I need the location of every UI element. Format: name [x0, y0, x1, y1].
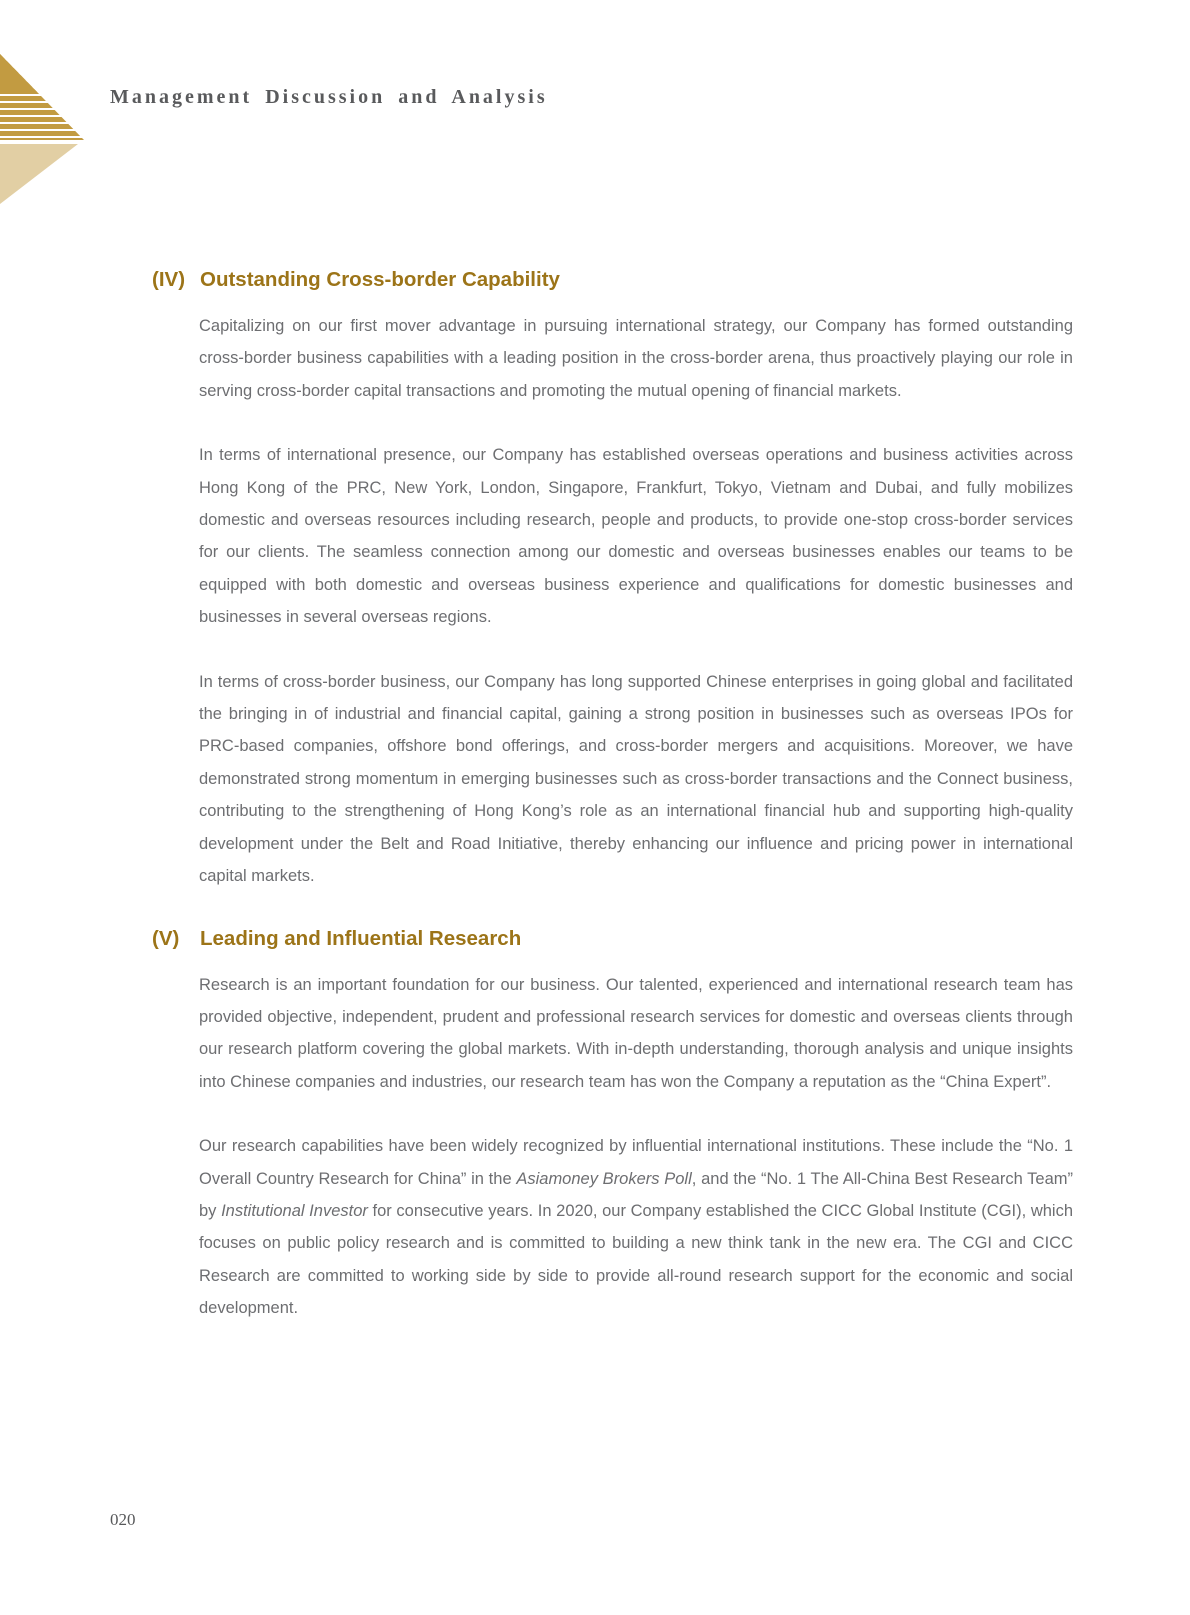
- section-heading: [152, 266, 1074, 294]
- italic-publication-name: Asiamoney Brokers Poll: [516, 1169, 692, 1188]
- paragraph: In terms of cross-border business, our Company has long supported Chinese enterprises in going global and facilitated the bringing in of industrial and financial capital, gaining a strong position in businesses such as overseas IPOs for PRC-based companies, offshore bond offerings, and cross-border mergers and acquisitions. Moreover, we have demonstrated strong momentum in emerging businesses such as cross-border transactions and the Connect business, contributing to the strengthening of Hong Kong’s role as an international financial hub and supporting high-quality development under the Belt and Road Initiative, thereby enhancing our influence and pricing power in international capital markets.: [199, 672, 1073, 886]
- striped-gold-triangle-icon: [0, 54, 84, 140]
- text-run: , and the “No. 1 The All-China Best Research Team” by: [199, 1169, 1074, 1220]
- corner-triangle-decoration-icon: [0, 54, 86, 204]
- section-heading: [152, 925, 1074, 953]
- paragraph: [199, 1130, 1073, 1324]
- section-title: Leading and Influential Research: [200, 926, 522, 950]
- section-title: Outstanding Cross-border Capability: [200, 268, 560, 291]
- paragraph: In terms of international presence, our Company has established overseas operations and business activities across Hong Kong of the PRC, New York, London, Singapore, Frankfurt, Tokyo, Vietnam and Dubai, and fully mobilizes domestic and overseas resources including research, people and products, to provide one-stop cross-border services for our clients. The seamless connection among our domestic and overseas businesses enables our teams to be equipped with both domestic and overseas business experience and qualifications for domestic businesses and businesses in several overseas regions.: [199, 446, 1073, 627]
- page-number: 020: [110, 1510, 136, 1529]
- paragraph: Capitalizing on our first mover advantage in pursuing international strategy, our Company has formed outstanding cross-border business capabilities with a leading position in the cross-border arena, thus proactively playing our role in serving cross-border capital transactions and promoting the mutual opening of financial markets.: [199, 317, 1073, 400]
- section-number: (V): [152, 926, 180, 950]
- text-run: Our research capabilities have been widely recognized by influential international institutions. These include the “No. 1 Overall Country Research for China” in the: [199, 1137, 1073, 1188]
- paragraph: Research is an important foundation for our business. Our talented, experienced and international research team has provided objective, independent, prudent and professional research services for domestic and overseas clients through our research platform covering the global markets. With in-depth understanding, thorough analysis and unique insights into Chinese companies and industries, our research team has won the Company a reputation as the “China Expert”.: [199, 975, 1073, 1091]
- section-outstanding-cross-border-capability: [152, 266, 1074, 893]
- italic-publication-name: Institutional Investor: [221, 1201, 368, 1220]
- text-run: for consecutive years. In 2020, our Company established the CICC Global Institute (CGI), which focuses on public policy research and is committed to building a new think tank in the new era. The CGI and CICC Research are committed to working side by side to provide all-round research support for the economic and social development.: [199, 1201, 1074, 1318]
- tan-triangle-icon: [0, 144, 78, 204]
- section-leading-and-influential-research: [152, 925, 1074, 1325]
- content-area: [152, 266, 1074, 1357]
- running-header-title: Management Discussion and Analysis: [110, 86, 548, 108]
- section-number: (IV): [152, 268, 186, 291]
